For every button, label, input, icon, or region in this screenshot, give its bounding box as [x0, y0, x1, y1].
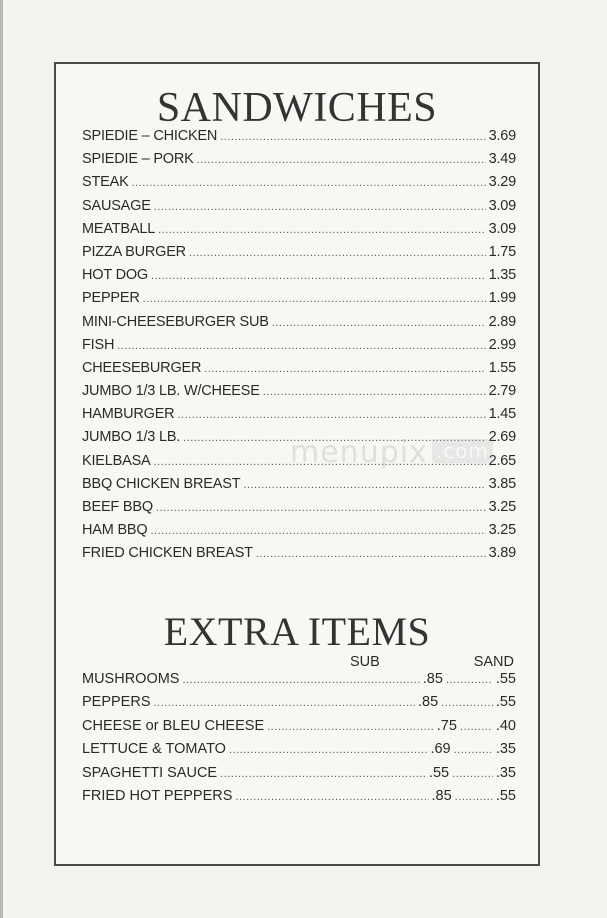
menu-item-row [82, 314, 516, 337]
menu-item-name: HAMBURGER [82, 406, 175, 423]
menu-item-name: KIELBASA [82, 452, 151, 469]
dot-leader [220, 131, 485, 143]
dot-leader [177, 409, 485, 421]
sandwiches-title: SANDWICHES [156, 85, 438, 131]
menu-item-row [82, 476, 516, 499]
dot-leader [441, 697, 493, 709]
menu-item-row [82, 290, 516, 313]
menu-item-name: PEPPER [82, 290, 140, 307]
menu-item-price: 2.69 [488, 429, 516, 446]
menu-item-price: 1.45 [488, 406, 516, 423]
extra-item-sand-price: .55 [495, 787, 516, 804]
extra-item-sub-price: .69 [430, 741, 451, 758]
menu-item-row [82, 128, 516, 151]
dot-leader [132, 177, 486, 189]
menu-item-price: 3.89 [488, 545, 516, 562]
extra-column-headers [82, 654, 516, 672]
menu-item-row [82, 522, 516, 545]
extra-item-name: PEPPERS [82, 694, 151, 711]
menu-item-price: 3.09 [488, 220, 516, 237]
extra-item-name: LETTUCE & TOMATO [82, 741, 226, 758]
menu-item-row [82, 174, 516, 197]
menu-item-row [82, 360, 516, 383]
extra-item-row [82, 694, 516, 717]
extra-items-title: EXTRA ITEMS [163, 609, 431, 654]
dot-leader [150, 525, 485, 537]
dot-leader [117, 340, 485, 352]
extra-item-row [82, 788, 516, 811]
extra-item-sand-price: .55 [495, 694, 516, 711]
dot-leader [154, 201, 486, 213]
menu-item-price: 1.99 [488, 290, 516, 307]
menu-item-name: HAM BBQ [82, 522, 148, 539]
extra-item-sub-price: .85 [422, 671, 443, 687]
menu-item-price: 1.75 [488, 243, 516, 260]
menu-item-row [82, 267, 516, 290]
dot-leader [454, 744, 493, 756]
menu-item-price: 2.89 [488, 313, 516, 330]
menu-item-row [82, 244, 516, 267]
extra-item-name: CHEESE or BLEU CHEESE [82, 717, 265, 734]
menu-item-price: 3.29 [488, 174, 516, 191]
dot-leader [154, 697, 415, 709]
extra-item-name: MUSHROOMS [82, 671, 180, 687]
dot-leader [460, 721, 493, 733]
menu-item-name: SAUSAGE [82, 197, 151, 214]
menu-item-name: STEAK [82, 174, 129, 191]
watermark [290, 435, 493, 470]
extra-item-sand-price: .40 [495, 717, 516, 734]
menu-item-row [82, 545, 516, 568]
watermark-text: menupix [290, 435, 428, 470]
extra-item-sub-price: .55 [428, 764, 450, 781]
dot-leader [455, 791, 493, 803]
menu-item-price: 3.69 [488, 128, 516, 144]
extra-item-row [82, 718, 516, 741]
menu-item-name: HOT DOG [82, 267, 149, 284]
menu-item-row [82, 406, 516, 429]
menu-item-name: FRIED CHICKEN BREAST [82, 545, 253, 562]
watermark-suffix: .com [432, 439, 493, 463]
extra-item-sand-price: .35 [495, 764, 516, 781]
dot-leader [158, 224, 486, 236]
menu-item-name: BBQ CHICKEN BREAST [82, 475, 241, 492]
menu-item-name: BEEF BBQ [82, 499, 153, 515]
menu-item-name: MEATBALL [82, 220, 156, 237]
menu-item-name: PIZZA BURGER [82, 243, 186, 260]
menu-item-price: 1.55 [488, 359, 516, 376]
menu-item-row [82, 151, 516, 174]
extra-item-row [82, 765, 516, 788]
menu-item-row [82, 499, 516, 522]
extra-item-sand-price: .35 [495, 741, 516, 758]
extra-items-list [82, 671, 516, 811]
extra-item-row [82, 671, 516, 694]
menu-item-row [82, 198, 516, 221]
dot-leader [156, 502, 486, 514]
menu-item-name: FISH [82, 336, 115, 353]
dot-leader [235, 791, 428, 803]
extra-item-sub-price: .75 [436, 717, 457, 734]
menu-item-price: 3.25 [488, 499, 516, 515]
dot-leader [272, 317, 486, 329]
menu-item-price: 3.85 [488, 475, 516, 492]
dot-leader [220, 768, 426, 780]
menu-item-name: JUMBO 1/3 LB. W/CHEESE [82, 383, 260, 400]
menu-item-row [82, 383, 516, 406]
menu-item-name: SPIEDIE – CHICKEN [82, 128, 218, 144]
dot-leader [452, 768, 493, 780]
menu-item-row [82, 221, 516, 244]
menu-item-name: CHEESEBURGER [82, 359, 202, 376]
extra-item-row [82, 741, 516, 764]
extra-item-sub-price: .85 [417, 694, 439, 711]
menu-item-price: 3.25 [488, 522, 516, 539]
dot-leader [197, 154, 486, 166]
menu-item-price: 3.09 [488, 197, 516, 214]
menu-item-name: MINI-CHEESEBURGER SUB [82, 313, 269, 330]
extra-item-name: SPAGHETTI SAUCE [82, 764, 218, 781]
extra-item-sand-price: .55 [495, 671, 516, 687]
extra-item-name: FRIED HOT PEPPERS [82, 787, 233, 804]
dot-leader [143, 293, 486, 305]
dot-leader [229, 744, 427, 756]
column-header-sand: SAND [473, 654, 514, 670]
page-edge [0, 0, 3, 918]
extra-item-sub-price: .85 [431, 787, 452, 804]
menu-item-price: 1.35 [488, 267, 516, 284]
dot-leader [182, 674, 419, 686]
menu-item-row [82, 337, 516, 360]
menu-item-name: SPIEDIE – PORK [82, 151, 194, 168]
dot-leader [267, 721, 434, 733]
dot-leader [189, 247, 486, 259]
menu-item-price: 2.79 [488, 383, 516, 400]
menu-item-price: 2.99 [488, 336, 516, 353]
dot-leader [243, 479, 485, 491]
column-header-sub: SUB [350, 654, 380, 670]
dot-leader [204, 363, 485, 375]
menu-item-price: 3.49 [488, 151, 516, 168]
dot-leader [263, 386, 486, 398]
menu-item-price: 2.65 [488, 452, 516, 469]
menu-item-name: JUMBO 1/3 LB. [82, 429, 181, 446]
sandwich-list [82, 128, 516, 569]
dot-leader [256, 548, 486, 560]
dot-leader [151, 270, 486, 282]
dot-leader [446, 674, 493, 686]
